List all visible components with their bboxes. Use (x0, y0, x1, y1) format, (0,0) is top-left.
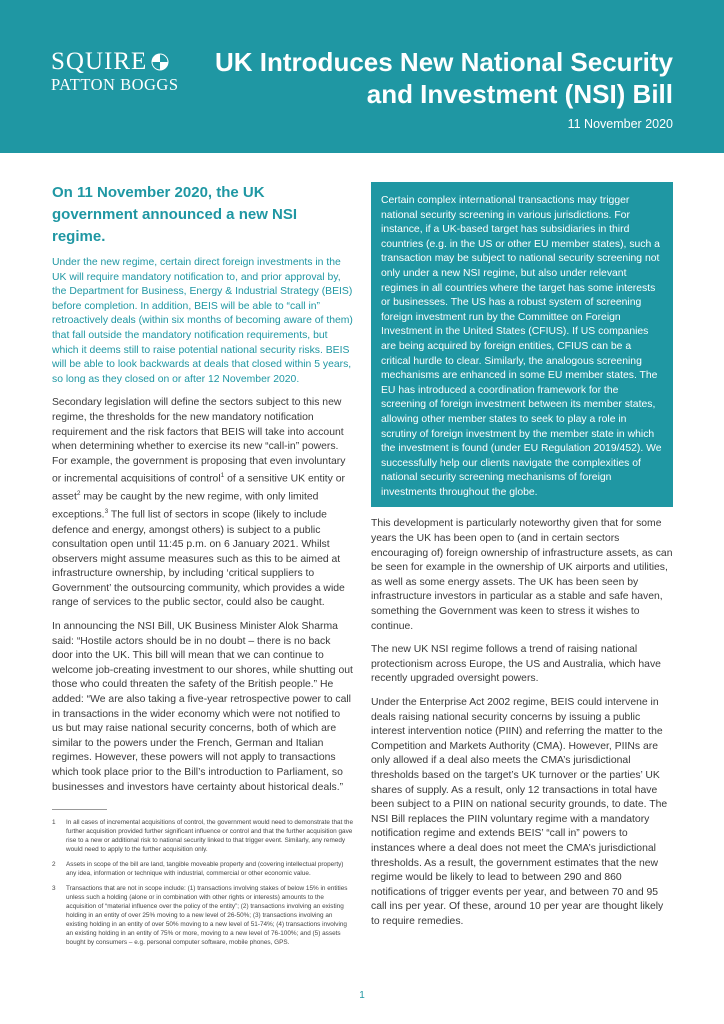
squire-patton-boggs-logo (51, 49, 179, 94)
footnote-number: 1 (52, 819, 56, 827)
footnote-ref-1[interactable]: 1 (220, 472, 225, 480)
body-paragraph-secondary-legislation (52, 396, 354, 611)
footnote-number: 2 (52, 861, 56, 869)
footnotes (52, 818, 354, 947)
callout-text: Certain complex international transactions may trigger national security screening in various jurisdictions. For instance, if a UK-based target has subsidiaries in third countries (e.g. in the US or other EU member states), such a transaction may be subject to national security screening not only under a new NSI regime, but also under relevant regimes in all countries where the target has some interests or businesses. The US has a robust system of screening foreign investment run by the Committee on Foreign Investment in the United States (CFIUS). If US companies are being acquired by foreign entities, CFIUS can be a critical hurdle to clear. Similarly, the analogous screening mechanisms are enhanced in some EU member states. The EU has introduced a coordination framework for the screening of foreign investment between its member states, allowing other member states to seek to play a role in scrutiny of foreign investment by the member state in which the investment is found (under EU Regulation 2019/452). We successfully help our clients navigate the complexities of national security screening mechanisms of foreign investments throughout the globe. (381, 195, 662, 498)
footnote-ref-2[interactable]: 2 (76, 490, 81, 498)
text-run: of a sensitive UK entity or asset (52, 473, 345, 503)
text-run: Secondary legislation will define the sectors subject to this new regime, the thresholds for the new mandatory notification requirement and the risk factors that BEIS will take into account when determining whether to exercise its new “call-in” powers. For example, the government is proposing that even involuntary or incremental acquisitions of control (52, 397, 346, 485)
logo-text-top: SQUIRE (51, 48, 148, 75)
page-title: UK Introduces New National Security and Investment (NSI) Bill (215, 47, 673, 109)
intro-paragraph: Under the new regime, certain direct foreign investments in the UK will require mandatory notification to, and prior approval by, the Department for Business, Energy & Industrial Strategy (BEIS) before completion. In addition, BEIS will be able to “call in” retroactively deals (within six months of becoming aware of them) that fall outside the mandatory notification requirements, but which it deems still to raise potential national security risks. BEIS will be able to look backwards at deals that closed within 5 years, so long as they closed on or after 12 November 2020. (52, 257, 353, 385)
left-column (52, 182, 354, 953)
footnote-text: In all cases of incremental acquisitions of control, the government would need to demonstrate that the further acquisition provided further significant influence or control and that the further acquisition gave rise to a new or additional risk to national security linked to that trigger event. Similarly, any remedy would need to apply to the further acquisition only. (66, 819, 354, 854)
body-paragraph-protectionism: The new UK NSI regime follows a trend of raising national protectionism across Europe, the US and Australia, which have recently upgraded oversight powers. (371, 644, 661, 685)
footnote (52, 884, 354, 947)
footnote (52, 818, 354, 854)
publication-date: 11 November 2020 (567, 117, 673, 131)
logo-mark-icon (151, 53, 169, 71)
right-column (371, 182, 673, 939)
footnote-ref-3[interactable]: 3 (104, 508, 109, 516)
logo-text-bottom: PATTON BOGGS (51, 75, 179, 94)
body-paragraph-development: This development is particularly noteworthy given that for some years the UK has been open to (and in certain sectors encouraging of) foreign ownership of infrastructure assets, as can be seen for example in the ownership of UK airports and utilities, as well as some energy assets. The UK has been seen by infrastructure investors in particular as a stable and safe haven, something the Government was keen to stress it wishes to continue. (371, 518, 673, 632)
footnote-text: Assets in scope of the bill are land, tangible moveable property and (covering intellectual property) any idea, information or technique with industrial, commercial or other economic value. (66, 861, 344, 878)
footnote-text: Transactions that are not in scope include: (1) transactions involving stakes of below 15% in entities unless such a holding (alone or in combination with other rights or interests) amounts to the acquisition of “material influence over the policy of the entity”; (2) transactions involving an existing holding in an entity of over 25% moving to a new level of 26-50%; (3) transactions involving an existing holding in an entity of over 50% moving to a new level of 51-74%; (4) transactions involving an existing holding in an entity of 75% or more, moving to a new level of 76-100%; and (5) assets bought by consumers – e.g. personal computer software, mobile phones, GPS. (66, 885, 348, 947)
footnote-number: 3 (52, 885, 56, 893)
callout-box (371, 182, 673, 507)
lead-heading: On 11 November 2020, the UK government announced a new NSI regime. (52, 184, 298, 245)
header-banner (0, 0, 724, 153)
page-number: 1 (359, 990, 365, 1001)
text-run: The full list of sectors in scope (likely to include defence and energy, amongst others) is subject to a public consultation open until 11:45 p.m. on 6 January 2021. Whilst observers might assume measures such as this to be aimed at infrastructure ownership, by including ‘critical suppliers to Government’ the outsourcing community, which provides a wide range of services to the public sector, could also be caught. (52, 509, 345, 609)
footnote (52, 860, 354, 878)
footnote-divider (52, 809, 107, 810)
body-paragraph-enterprise-act: Under the Enterprise Act 2002 regime, BEIS could intervene in deals raising national security concerns by issuing a public interest intervention notice (PIIN) and referring the matter to the Competition and Markets Authority (CMA). However, PIINs are only allowed if a deal also meets the CMA’s jurisdictional thresholds based on the target’s UK turnover or the parties’ UK shares of supply. As a result, only 12 transactions in total have been subject to a PIIN on national security grounds, to date. The NSI Bill replaces the PIIN voluntary regime with a mandatory notification regime and extends BEIS’ “call in” powers to instances where a deal does not meet the CMA’s jurisdictional thresholds. As a result, the government estimates that the new regime would be likely to lead to between 290 and 860 notifications of trigger events per year, and between 70 and 95 call ins per year. Of these, around 10 per year are thought likely to require remedies. (371, 697, 668, 927)
text-run: may be caught by the new regime, with only limited exceptions. (52, 491, 319, 521)
body-paragraph-minister-quote: In announcing the NSI Bill, UK Business Minister Alok Sharma said: “Hostile actors should be in no doubt – there is no back door into the UK. This bill will mean that we can continue to welcome job-creating investment to our shores, while shutting out those who could threaten the safety of the British people.” He added: “We are also taking a five-year retrospective power to call in transactions in the wider economy which were not notified to us but may raise national security concerns, both of which are similar to the powers under the French, German and Italian regimes. However, these powers will not apply to transactions which took place prior to the Bill’s introduction to Parliament, so businesses and investors have certainty about historical deals.” (52, 621, 353, 793)
